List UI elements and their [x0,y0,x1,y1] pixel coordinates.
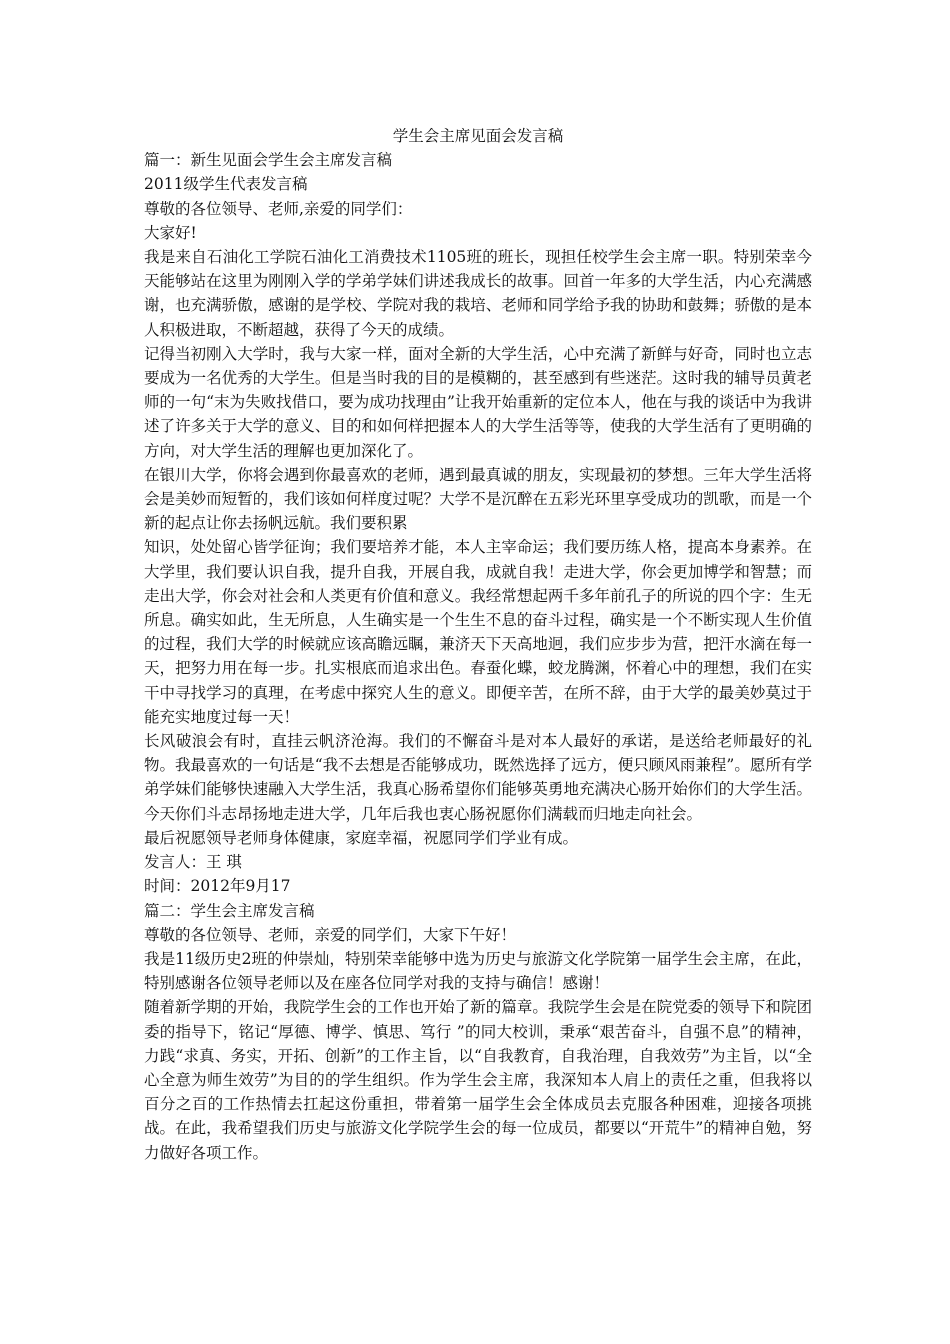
paragraph: 最后祝愿领导老师身体健康，家庭幸福，祝愿同学们学业有成。 [144,828,579,847]
paragraph: 我是11级历史2班的仲崇灿，特别荣幸能够中选为历史与旅游文化学院第一届学生会主席，在此，特别感谢各位领导老师以及在座各位同学对我的支持与确信！感谢！ [144,949,812,993]
paragraph: 尊敬的各位领导、老师，亲爱的同学们，大家下午好！ [144,925,517,944]
paragraph: 篇一：新生见面会学生会主席发言稿 [144,151,393,170]
paragraph: 长风破浪会有时，直挂云帆济沧海。我们的不懈奋斗是对本人最好的承诺，是送给老师最好的礼物。我最喜欢的一句话是“我不去想是否能够成功，既然选择了远方，便只顾风雨兼程”。愿所有学弟学妹们能够快速融入大学生活，我真心肠希望你们能够英勇地充满决心肠开始你们的大学生活。今天你们斗志昂扬地走进大学，几年后我也衷心肠祝愿你们满载而归地走向社会。 [144,732,812,823]
document-title: 学生会主席见面会发言稿 [392,127,564,145]
speaker-line: 发言人：王 琪 [144,853,242,872]
section-heading: 篇二：学生会主席发言稿 [144,901,315,920]
paragraph: 尊敬的各位领导、老师,亲爱的同学们： [144,199,413,218]
paragraph: 随着新学期的开始，我院学生会的工作也开始了新的篇章。我院学生会是在院党委的领导下和院团委的指导下，铭记“厚德、博学、慎思、笃行 ”的同大校训，秉承“艰苦奋斗，自强不息”的精神，力践“求真、务实，开拓、创新”的工作主旨，以“自我教育，自我治理，自我效劳”为主旨，以“全心全意为师生效劳”为目的的学生组织。作为学生会主席，我深知本人肩上的责任之重，但我将以百分之百的工作热情去扛起这份重担，带着第一届学生会全体成员去克服各种困难，迎接各项挑战。在此，我希望我们历史与旅游文化学院学生会的每一位成员，都要以“开荒牛”的精神自勉，努力做好各项工作。 [144,998,812,1162]
paragraph: 在银川大学，你将会遇到你最喜欢的老师，遇到最真诚的朋友，实现最初的梦想。三年大学生活将会是美妙而短暂的，我们该如何样度过呢？大学不是沉醉在五彩光环里享受成功的凯歌，而是一个新的起点让你去扬帆远航。我们要积累 [144,465,812,533]
paragraph: 2011级学生代表发言稿 [144,175,308,194]
paragraph: 知识，处处留心皆学征询；我们要培养才能，本人主宰命运；我们要历练人格，提高本身素养。在大学里，我们要认识自我，提升自我，开展自我，成就自我！走进大学，你会更加博学和智慧；而走出大学，你会对社会和人类更有价值和意义。我经常想起两千多年前孔子的所说的四个字：生无所息。确实如此，生无所息，人生确实是一个生生不息的奋斗过程，确实是一个不断实现人生价值的过程，我们大学的时候就应该高瞻远瞩，兼济天下天高地迥，我们应步步为营，把汗水滴在每一天，把努力用在每一步。扎实根底而追求出色。春蚕化蝶，蛟龙腾渊，怀着心中的理想，我们在实干中寻找学习的真理，在考虑中探究人生的意义。即便辛苦，在所不辞，由于大学的最美妙莫过于能充实地度过每一天！ [144,538,812,726]
document-body [144,124,812,1165]
paragraph: 大家好! [144,223,197,242]
paragraph: 记得当初刚入大学时，我与大家一样，面对全新的大学生活，心中充满了新鲜与好奇，同时也立志要成为一名优秀的大学生。但是当时我的目的是模糊的，甚至感到有些迷茫。这时我的辅导员黄老师的一句“末为失败找借口，要为成功找理由”让我开始重新的定位本人，他在与我的谈话中为我讲述了许多关于大学的意义、目的和如何样把握本人的大学生活等等，使我的大学生活有了更明确的方向，对大学生活的理解也更加深化了。 [144,344,812,460]
date-line: 时间：2012年9月17 [144,877,291,896]
paragraph: 我是来自石油化工学院石油化工消费技术1105班的班长，现担任校学生会主席一职。特别荣幸今天能够站在这里为刚刚入学的学弟学妹们讲述我成长的故事。回首一年多的大学生活，内心充满感谢，也充满骄傲，感谢的是学校、学院对我的栽培、老师和同学给予我的协助和鼓舞；骄傲的是本人积极进取，不断超越，获得了今天的成绩。 [144,248,812,339]
